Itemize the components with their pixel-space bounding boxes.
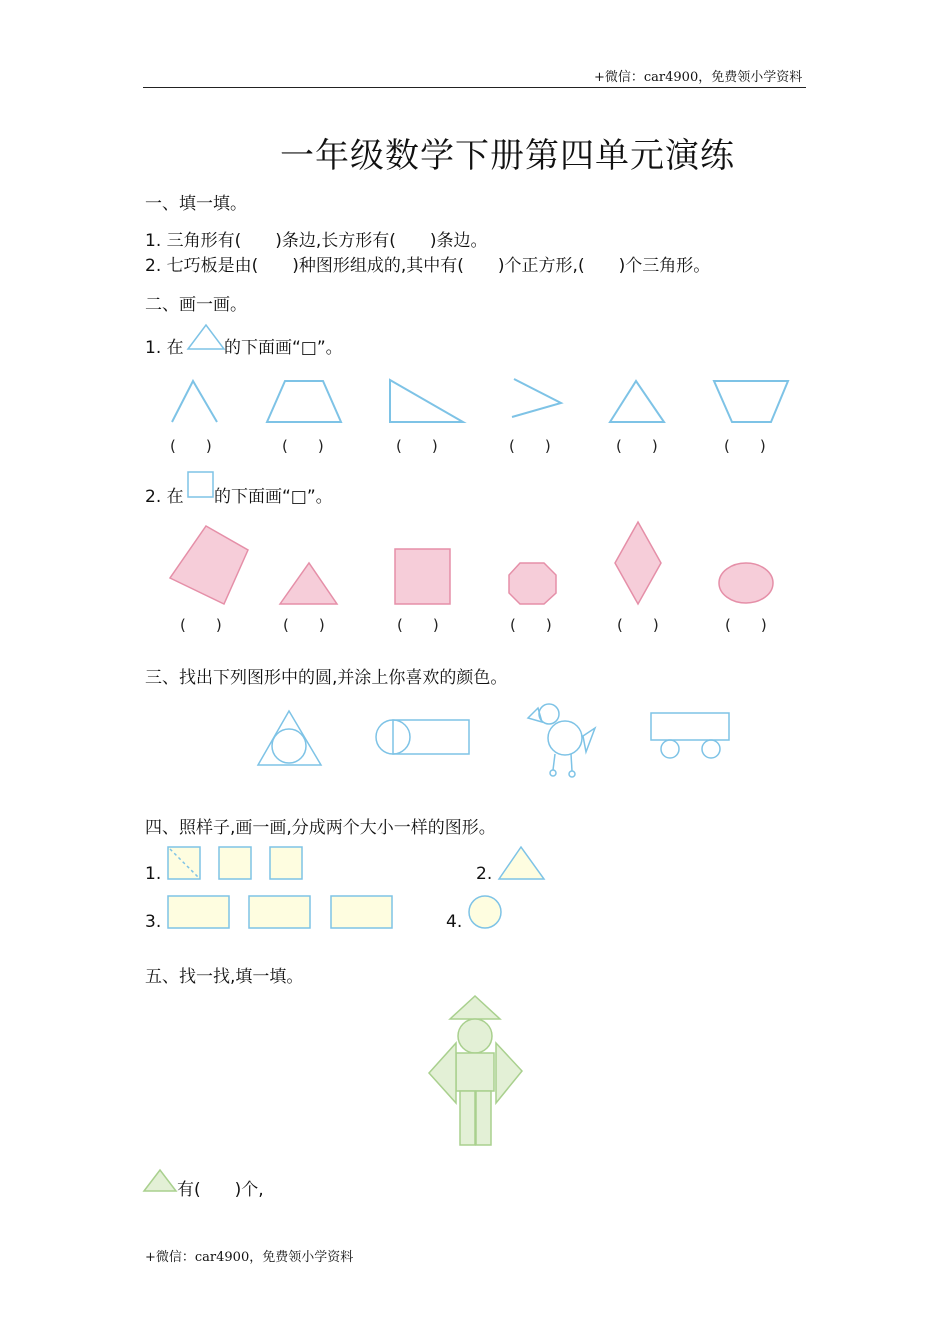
square-to-divide (270, 847, 302, 879)
answer-paren: ( ) (397, 616, 439, 634)
rectangle-with-circle-figure (376, 720, 469, 754)
section2-heading: 二、画一画。 (145, 295, 247, 315)
right-leg-rectangle (476, 1091, 491, 1145)
section1-question1: 1. 三角形有( )条边,长方形有( )条边。 (145, 231, 488, 251)
shape-row-2 (168, 518, 788, 610)
section2-question1-prefix: 1. 在 (145, 338, 184, 358)
square-shape (395, 549, 450, 604)
body-rectangle (456, 1053, 494, 1091)
answer-paren: ( ) (170, 437, 212, 455)
section2-question2-prefix: 2. 在 (145, 487, 184, 507)
triangle-icon (186, 322, 226, 352)
rectangle-to-divide (331, 896, 392, 928)
tilted-square-shape (170, 526, 248, 604)
ellipse-shape (719, 563, 773, 603)
bird-figure (528, 704, 595, 777)
rhombus-shape (615, 522, 661, 604)
section4-label-3: 3. (145, 912, 162, 932)
inverted-trapezoid-shape (714, 381, 788, 422)
circle-figures (255, 700, 735, 785)
triangle-with-circle-figure (258, 711, 321, 765)
circle-to-divide (469, 896, 501, 928)
hat-triangle (450, 996, 500, 1019)
open-angle-shape (172, 381, 217, 422)
answer-paren: ( ) (617, 616, 659, 634)
head-circle (458, 1019, 492, 1053)
section4-label-2: 2. (476, 864, 493, 884)
answer-paren: ( ) (180, 616, 222, 634)
open-angle-2-shape (512, 379, 561, 417)
answer-paren: ( ) (725, 616, 767, 634)
section4-heading: 四、照样子,画一画,分成两个大小一样的图形。 (145, 818, 496, 838)
octagon-shape (509, 563, 556, 604)
right-triangle-shape (390, 380, 463, 422)
left-leg-rectangle (460, 1091, 475, 1145)
rectangle-to-divide (249, 896, 310, 928)
section2-question2-suffix: 的下面画“□”。 (214, 487, 333, 507)
left-arm-triangle (429, 1043, 456, 1103)
answer-paren: ( ) (510, 616, 552, 634)
section4-label-1: 1. (145, 864, 162, 884)
footer-note: +微信：car4900，免费领小学资料 (145, 1250, 354, 1265)
example-square (168, 847, 200, 879)
answer-paren: ( ) (724, 437, 766, 455)
triangle-shape (280, 563, 337, 604)
square-to-divide (219, 847, 251, 879)
divide-shapes (166, 843, 546, 933)
section5-answer: 有( )个, (177, 1180, 264, 1200)
section5-heading: 五、找一找,填一填。 (145, 967, 304, 987)
answer-paren: ( ) (283, 616, 325, 634)
page-title: 一年级数学下册第四单元演练 (280, 136, 735, 176)
rectangle-to-divide (168, 896, 229, 928)
section2-question1-suffix: 的下面画“□”。 (224, 338, 343, 358)
triangle-shape (610, 381, 664, 422)
section3-heading: 三、找出下列图形中的圆,并涂上你喜欢的颜色。 (145, 668, 508, 688)
trapezoid-shape (267, 381, 341, 422)
answer-paren: ( ) (282, 437, 324, 455)
robot-figure (426, 993, 526, 1148)
answer-paren: ( ) (396, 437, 438, 455)
header-rule (143, 87, 806, 88)
section1-heading: 一、填一填。 (145, 194, 247, 214)
right-arm-triangle (496, 1043, 522, 1103)
cart-figure (651, 713, 729, 758)
shape-row-1 (168, 375, 798, 427)
header-note: +微信：car4900，免费领小学资料 (594, 70, 803, 85)
answer-paren: ( ) (616, 437, 658, 455)
section4-label-4: 4. (446, 912, 463, 932)
answer-paren: ( ) (509, 437, 551, 455)
section1-question2: 2. 七巧板是由( )种图形组成的,其中有( )个正方形,( )个三角形。 (145, 256, 711, 276)
square-icon (187, 471, 215, 499)
triangle-icon (143, 1168, 179, 1194)
triangle-to-divide (499, 847, 544, 879)
